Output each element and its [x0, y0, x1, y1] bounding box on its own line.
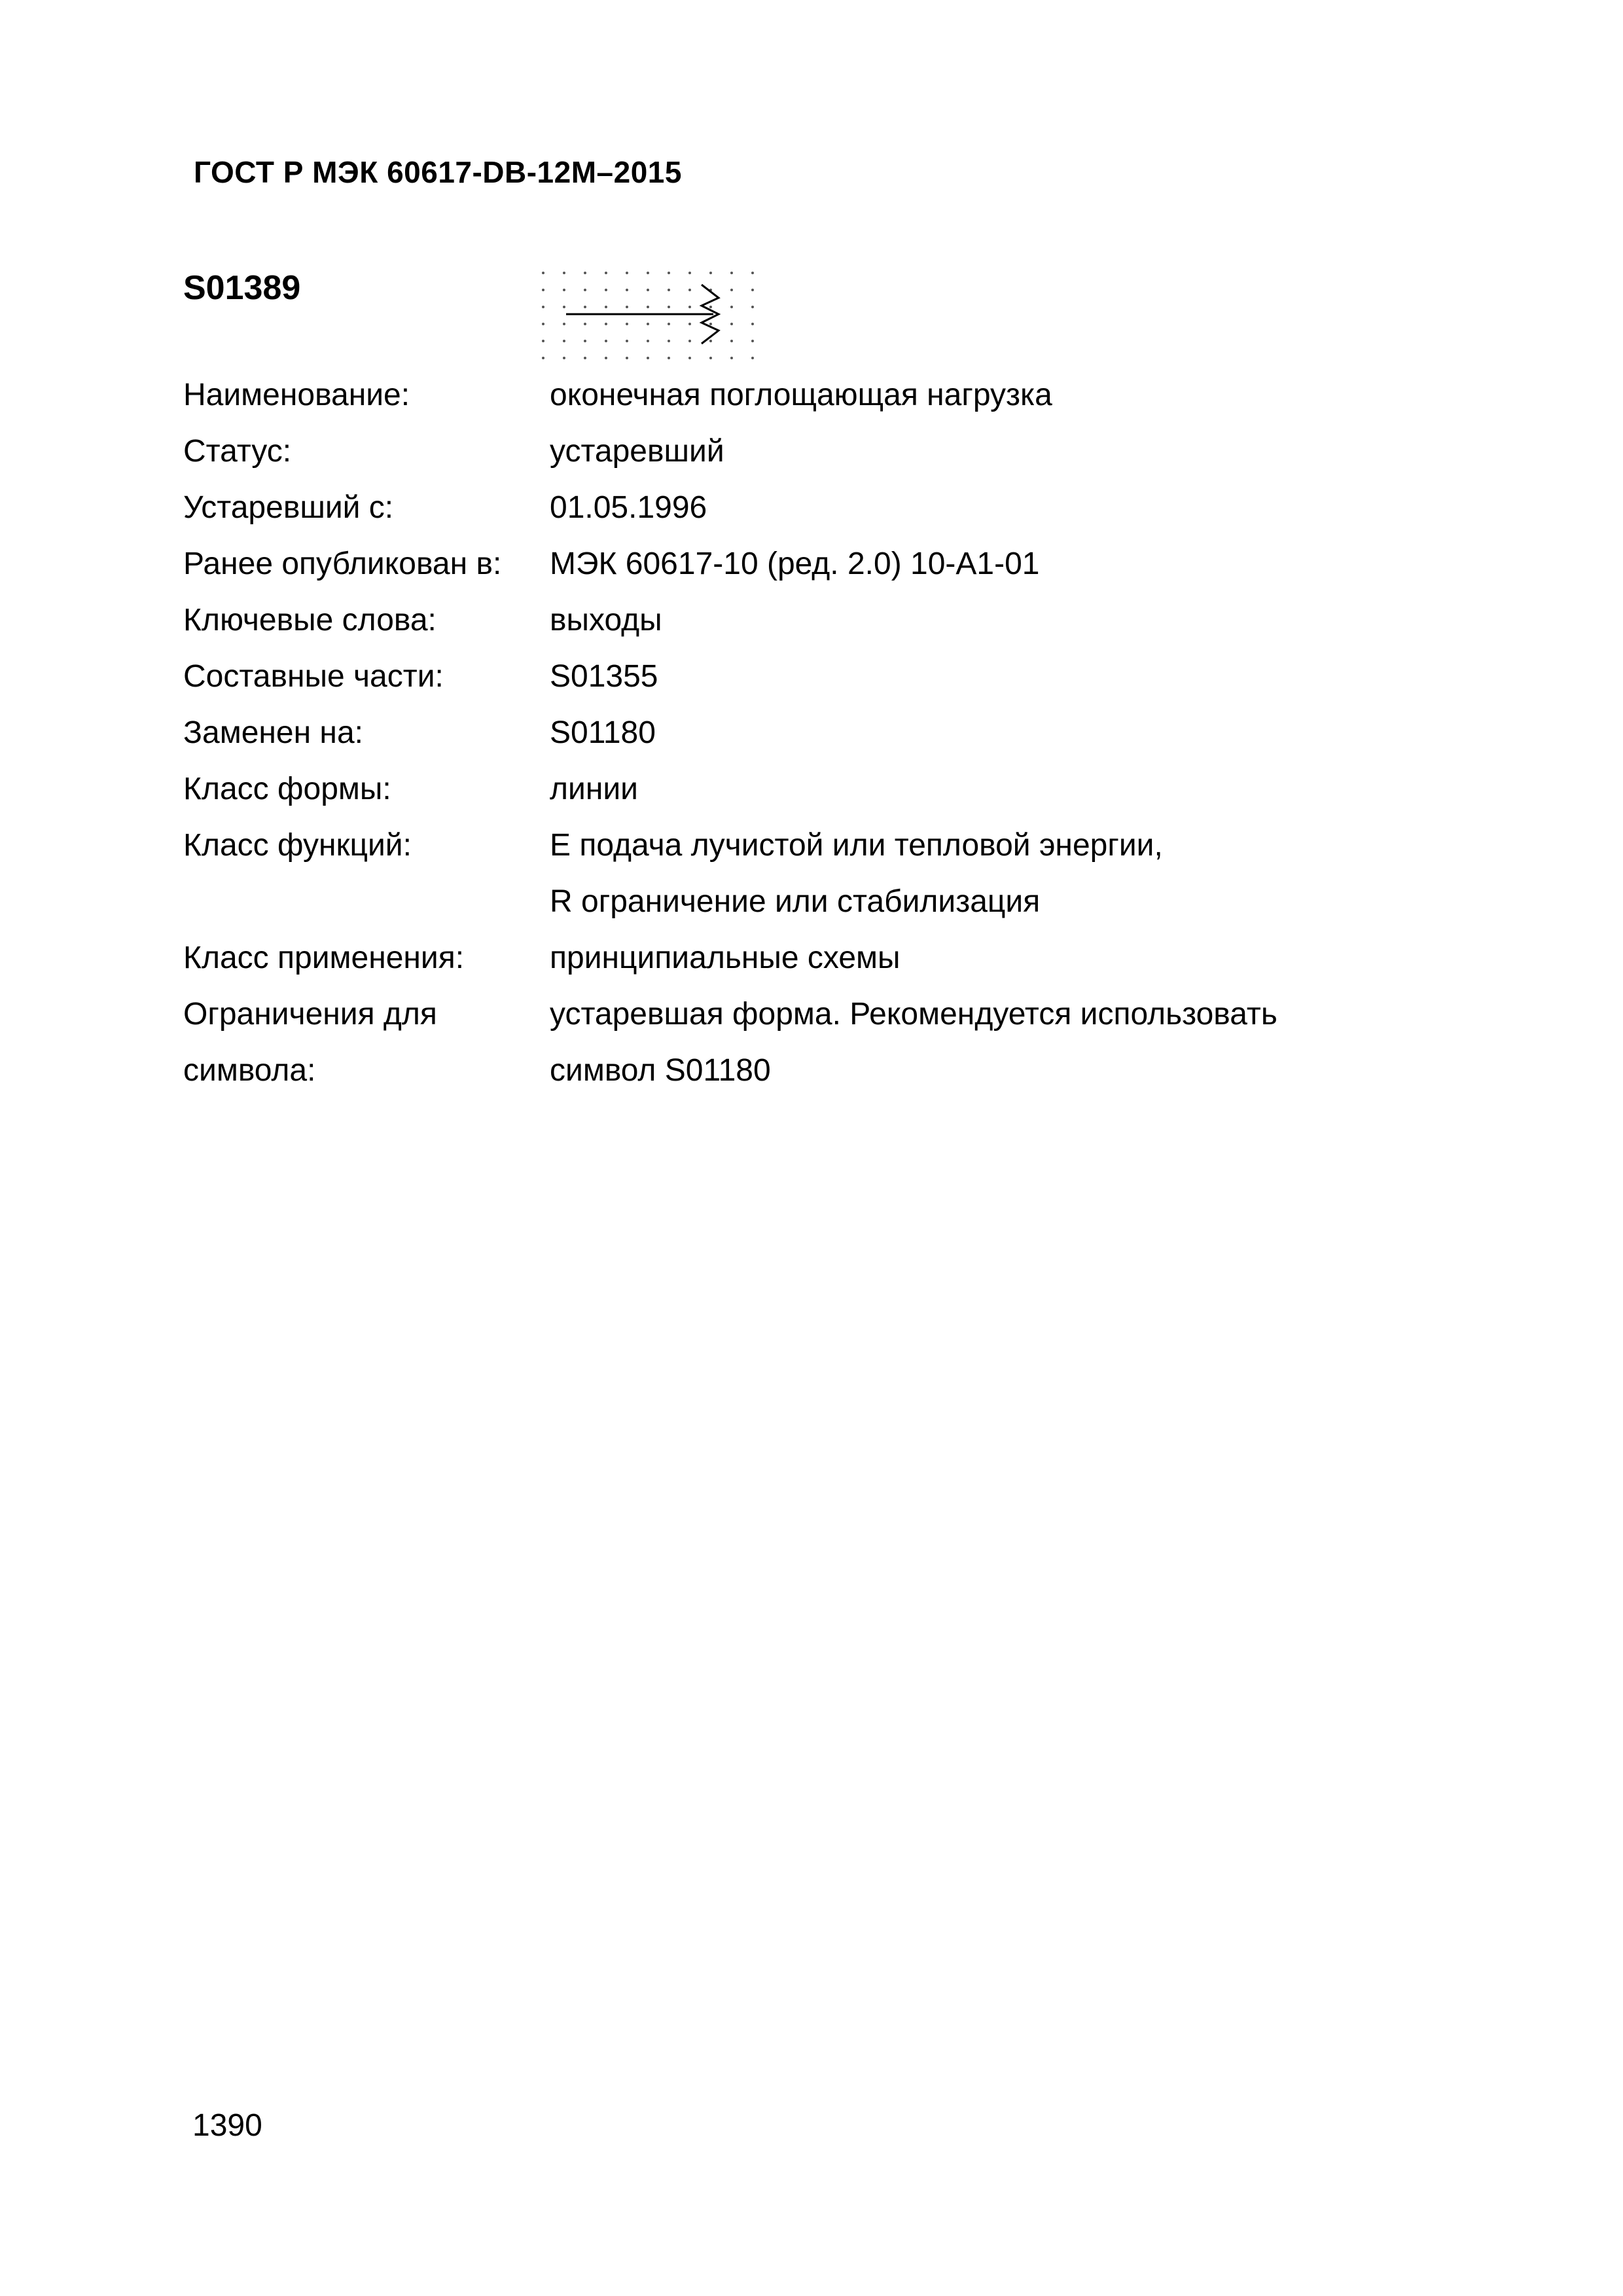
grid-dot — [542, 340, 544, 342]
grid-dot — [688, 323, 691, 325]
attribute-value: S01180 — [550, 715, 656, 750]
grid-dot — [542, 357, 544, 359]
attribute-value: оконечная поглощающая нагрузка — [550, 377, 1052, 412]
grid-dot — [584, 272, 586, 274]
grid-dot — [709, 272, 712, 274]
grid-dot — [709, 340, 712, 342]
grid-dot — [605, 357, 607, 359]
grid-dot — [730, 272, 733, 274]
grid-dot — [709, 306, 712, 308]
grid-dot — [563, 323, 565, 325]
page-number: 1390 — [192, 2108, 262, 2143]
grid-dot — [563, 289, 565, 291]
grid-dot — [626, 323, 628, 325]
grid-dot — [563, 272, 565, 274]
attribute-row — [183, 479, 1277, 535]
grid-dot — [668, 340, 670, 342]
attribute-row — [183, 592, 1277, 648]
attribute-key: Ранее опубликован в: — [183, 546, 502, 581]
grid-dot — [542, 272, 544, 274]
grid-dot — [626, 340, 628, 342]
grid-dot — [668, 357, 670, 359]
grid-dot — [730, 289, 733, 291]
grid-dot — [668, 289, 670, 291]
grid-dot — [688, 357, 691, 359]
grid-dot — [709, 357, 712, 359]
grid-dot — [605, 272, 607, 274]
attribute-key: Заменен на: — [183, 715, 363, 750]
grid-dot — [626, 306, 628, 308]
attribute-key: Составные части: — [183, 658, 444, 694]
grid-dot — [584, 323, 586, 325]
attribute-value: 01.05.1996 — [550, 490, 707, 525]
attribute-row — [183, 817, 1277, 873]
attribute-value: принципиальные схемы — [550, 940, 901, 975]
grid-dot — [626, 357, 628, 359]
attribute-key: Ключевые слова: — [183, 602, 437, 637]
attribute-row — [183, 873, 1277, 929]
attribute-row — [183, 929, 1277, 986]
attribute-value: устаревший — [550, 433, 724, 469]
grid-dot — [605, 306, 607, 308]
grid-dot — [668, 272, 670, 274]
grid-dot — [688, 306, 691, 308]
page-header: ГОСТ Р МЭК 60617-DB-12М–2015 — [194, 155, 682, 189]
attribute-row — [183, 986, 1277, 1042]
grid-dot — [668, 306, 670, 308]
grid-dot — [688, 272, 691, 274]
attribute-value: устаревшая форма. Рекомендуется использовать — [550, 996, 1277, 1031]
attribute-key: Статус: — [183, 433, 292, 469]
grid-dot — [605, 340, 607, 342]
symbol-graphic — [566, 285, 719, 344]
attribute-row — [183, 367, 1277, 423]
attribute-key: Класс применения: — [183, 940, 465, 975]
grid-dot — [647, 357, 649, 359]
grid-dot — [605, 323, 607, 325]
attribute-key: Ограничения для — [183, 996, 437, 1031]
attribute-key: Наименование: — [183, 377, 410, 412]
attribute-value: символ S01180 — [550, 1052, 771, 1088]
grid-dot — [688, 289, 691, 291]
grid-dot — [668, 323, 670, 325]
grid-dot — [751, 340, 754, 342]
attribute-row — [183, 423, 1277, 479]
attribute-row — [183, 704, 1277, 761]
attribute-value: выходы — [550, 602, 662, 637]
grid-dot — [730, 357, 733, 359]
attribute-row — [183, 648, 1277, 704]
attribute-key: Класс формы: — [183, 771, 391, 806]
attribute-row — [183, 761, 1277, 817]
grid-dot — [647, 340, 649, 342]
grid-dot — [647, 289, 649, 291]
grid-dot — [647, 306, 649, 308]
grid-dot — [605, 289, 607, 291]
grid-dot — [730, 340, 733, 342]
symbol-id: S01389 — [183, 269, 301, 307]
attribute-value: линии — [550, 771, 638, 806]
grid-dot — [563, 357, 565, 359]
attribute-key: Устаревший с: — [183, 490, 394, 525]
grid-dot — [584, 357, 586, 359]
grid-dot — [626, 289, 628, 291]
grid-dot — [563, 306, 565, 308]
attribute-value: R ограничение или стабилизация — [550, 884, 1041, 919]
grid-dot — [584, 340, 586, 342]
attribute-key: Класс функций: — [183, 827, 412, 863]
attribute-value: S01355 — [550, 658, 658, 694]
grid-dot — [626, 272, 628, 274]
grid-dot — [647, 272, 649, 274]
grid-dot — [751, 272, 754, 274]
attribute-row — [183, 535, 1277, 592]
grid-dot — [751, 357, 754, 359]
attribute-value: МЭК 60617-10 (ред. 2.0) 10-А1-01 — [550, 546, 1040, 581]
grid-dot — [688, 340, 691, 342]
grid-dot — [542, 323, 544, 325]
grid-dot — [542, 289, 544, 291]
attribute-row — [183, 1042, 1277, 1098]
symbol-grid-dots — [542, 272, 754, 359]
grid-dot — [542, 306, 544, 308]
attribute-key: символа: — [183, 1052, 316, 1088]
grid-dot — [751, 323, 754, 325]
grid-dot — [709, 323, 712, 325]
terminating-absorbing-load-symbol-icon — [537, 265, 759, 363]
grid-dot — [563, 340, 565, 342]
grid-dot — [751, 289, 754, 291]
grid-dot — [751, 306, 754, 308]
attribute-value: Е подача лучистой или тепловой энергии, — [550, 827, 1163, 863]
grid-dot — [584, 289, 586, 291]
grid-dot — [584, 306, 586, 308]
grid-dot — [730, 323, 733, 325]
grid-dot — [730, 306, 733, 308]
grid-dot — [647, 323, 649, 325]
attribute-table — [183, 367, 1277, 1098]
attribute-key — [183, 873, 550, 929]
